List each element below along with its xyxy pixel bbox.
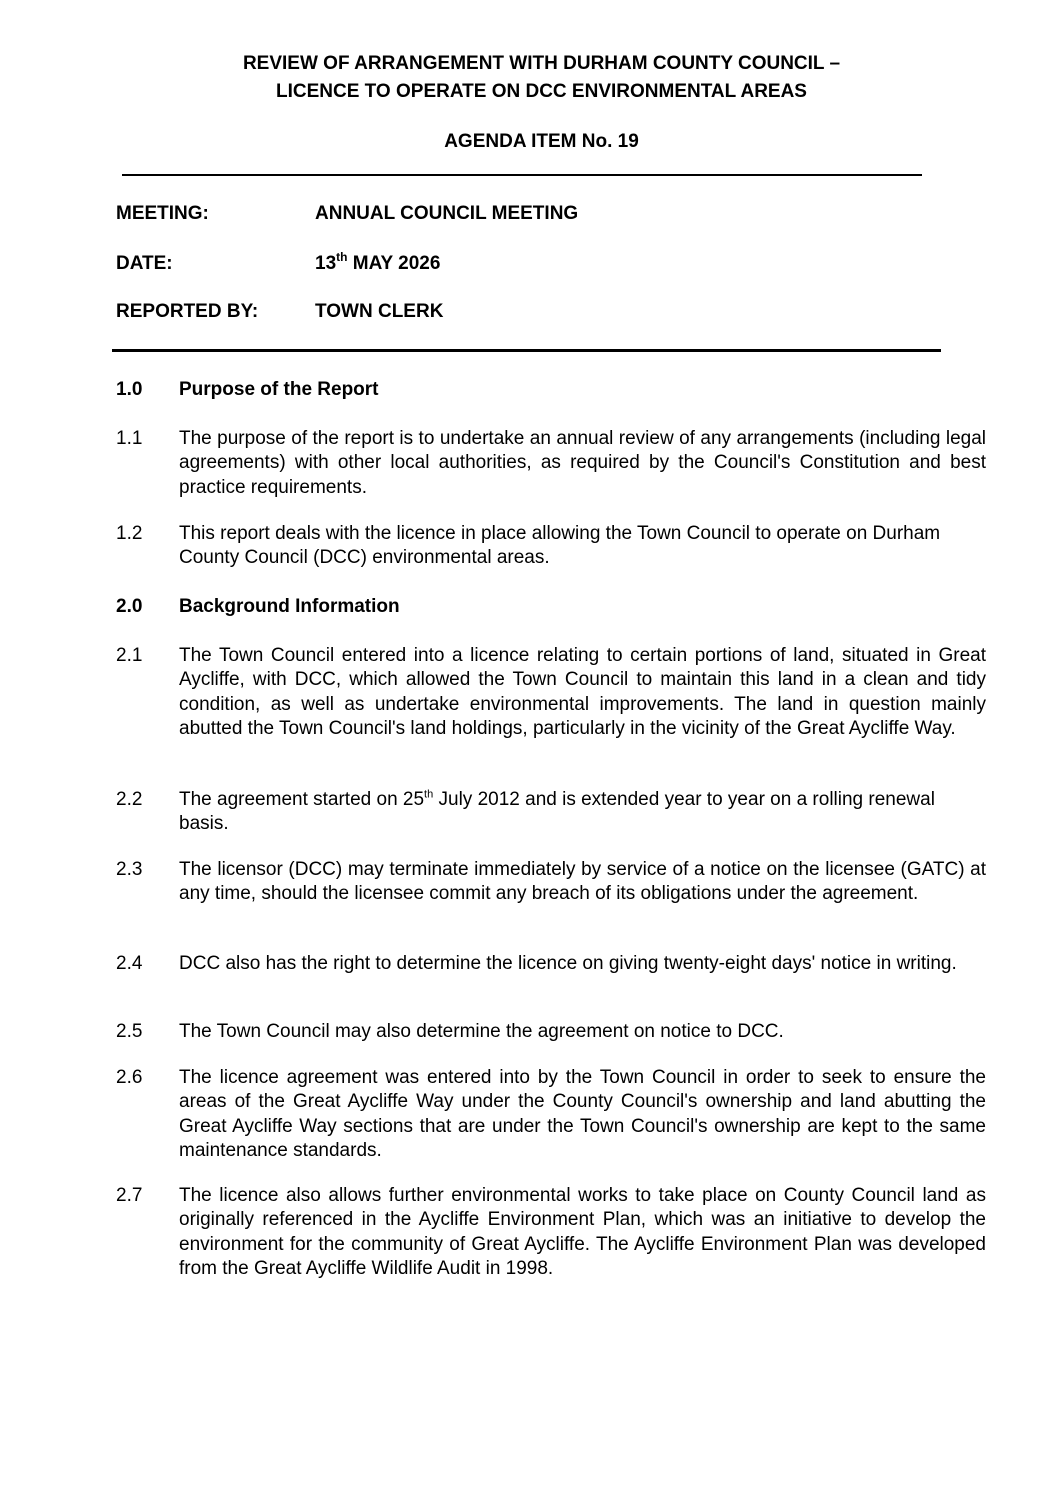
paragraph-text: The licensor (DCC) may terminate immediately by service of a notice on the licensee (GATC) at any time, should the licensee commit any breach of its obligations under the agreement. xyxy=(179,859,986,905)
top-divider xyxy=(122,174,922,176)
date-day-suffix: th xyxy=(336,249,348,264)
report-title-line-2: LICENCE TO OPERATE ON DCC ENVIRONMENTAL AREAS xyxy=(276,81,807,102)
paragraph-number: 1.1 xyxy=(116,428,143,449)
paragraph-text-part: The agreement started on 25 xyxy=(179,789,425,810)
paragraph-text: This report deals with the licence in place allowing the Town Council to operate on Durham County Council (DCC) environmental areas. xyxy=(179,523,941,569)
bottom-divider xyxy=(112,349,941,352)
section-title: Background Information xyxy=(179,596,400,617)
paragraph-text: The purpose of the report is to undertake an annual review of any arrangements (including legal agreements) with other local authorities, as required by the Council's Constitution and best practice requirements. xyxy=(179,428,986,498)
paragraph-number: 2.6 xyxy=(116,1067,143,1088)
paragraph-text: The licence also allows further environmental works to take place on County Council land as originally referenced in the Aycliffe Environment Plan, which was an initiative to develop the environment for the community of Great Aycliffe. The Aycliffe Environment Plan was developed from the Great Aycliffe Wildlife Audit in 1998. xyxy=(179,1185,986,1279)
report-title-line-1: REVIEW OF ARRANGEMENT WITH DURHAM COUNTY COUNCIL – xyxy=(242,53,841,74)
paragraph-text: The Town Council may also determine the agreement on notice to DCC. xyxy=(179,1021,784,1042)
reported-by-label: REPORTED BY: xyxy=(116,301,259,322)
paragraph-number: 1.2 xyxy=(116,523,143,544)
paragraph-number: 2.7 xyxy=(116,1185,143,1206)
date-value xyxy=(315,249,441,276)
paragraph-text: DCC also has the right to determine the licence on giving twenty-eight days' notice in writing. xyxy=(179,953,957,974)
paragraph-number: 2.5 xyxy=(116,1021,143,1042)
date-month-year: MAY 2026 xyxy=(347,253,441,274)
paragraph-number: 2.4 xyxy=(116,953,143,974)
section-number: 1.0 xyxy=(116,379,143,400)
paragraph-text: The licence agreement was entered into by the Town Council in order to seek to ensure the areas of the Great Aycliffe Way under the County Council's ownership and land abutting the Great Aycliffe Way sections that are under the Town Council's ownership are kept to the same maintenance standards. xyxy=(179,1067,986,1161)
paragraph-number: 2.3 xyxy=(116,859,143,880)
paragraph-text: The Town Council entered into a licence relating to certain portions of land, situated in Great Aycliffe, with DCC, which allowed the Town Council to maintain this land in a clean and tidy condition, as well as undertake environmental improvements. The land in question mainly abutted the Town Council's land holdings, particularly in the vicinity of the Great Aycliffe Way. xyxy=(179,645,986,739)
paragraph-text xyxy=(179,788,986,837)
meeting-value: ANNUAL COUNCIL MEETING xyxy=(315,203,579,224)
paragraph-text-part: July 2012 and is extended year to year on a rolling renewal basis. xyxy=(179,789,935,835)
reported-by-value: TOWN CLERK xyxy=(315,301,444,322)
agenda-item-number: AGENDA ITEM No. 19 xyxy=(444,131,639,152)
paragraph-number: 2.2 xyxy=(116,789,143,810)
meeting-label: MEETING: xyxy=(116,203,209,224)
paragraph-number: 2.1 xyxy=(116,645,143,666)
date-day: 13 xyxy=(315,253,337,274)
date-label: DATE: xyxy=(116,253,173,274)
section-number: 2.0 xyxy=(116,596,143,617)
ordinal-suffix: th xyxy=(424,788,434,801)
section-title: Purpose of the Report xyxy=(179,379,379,400)
